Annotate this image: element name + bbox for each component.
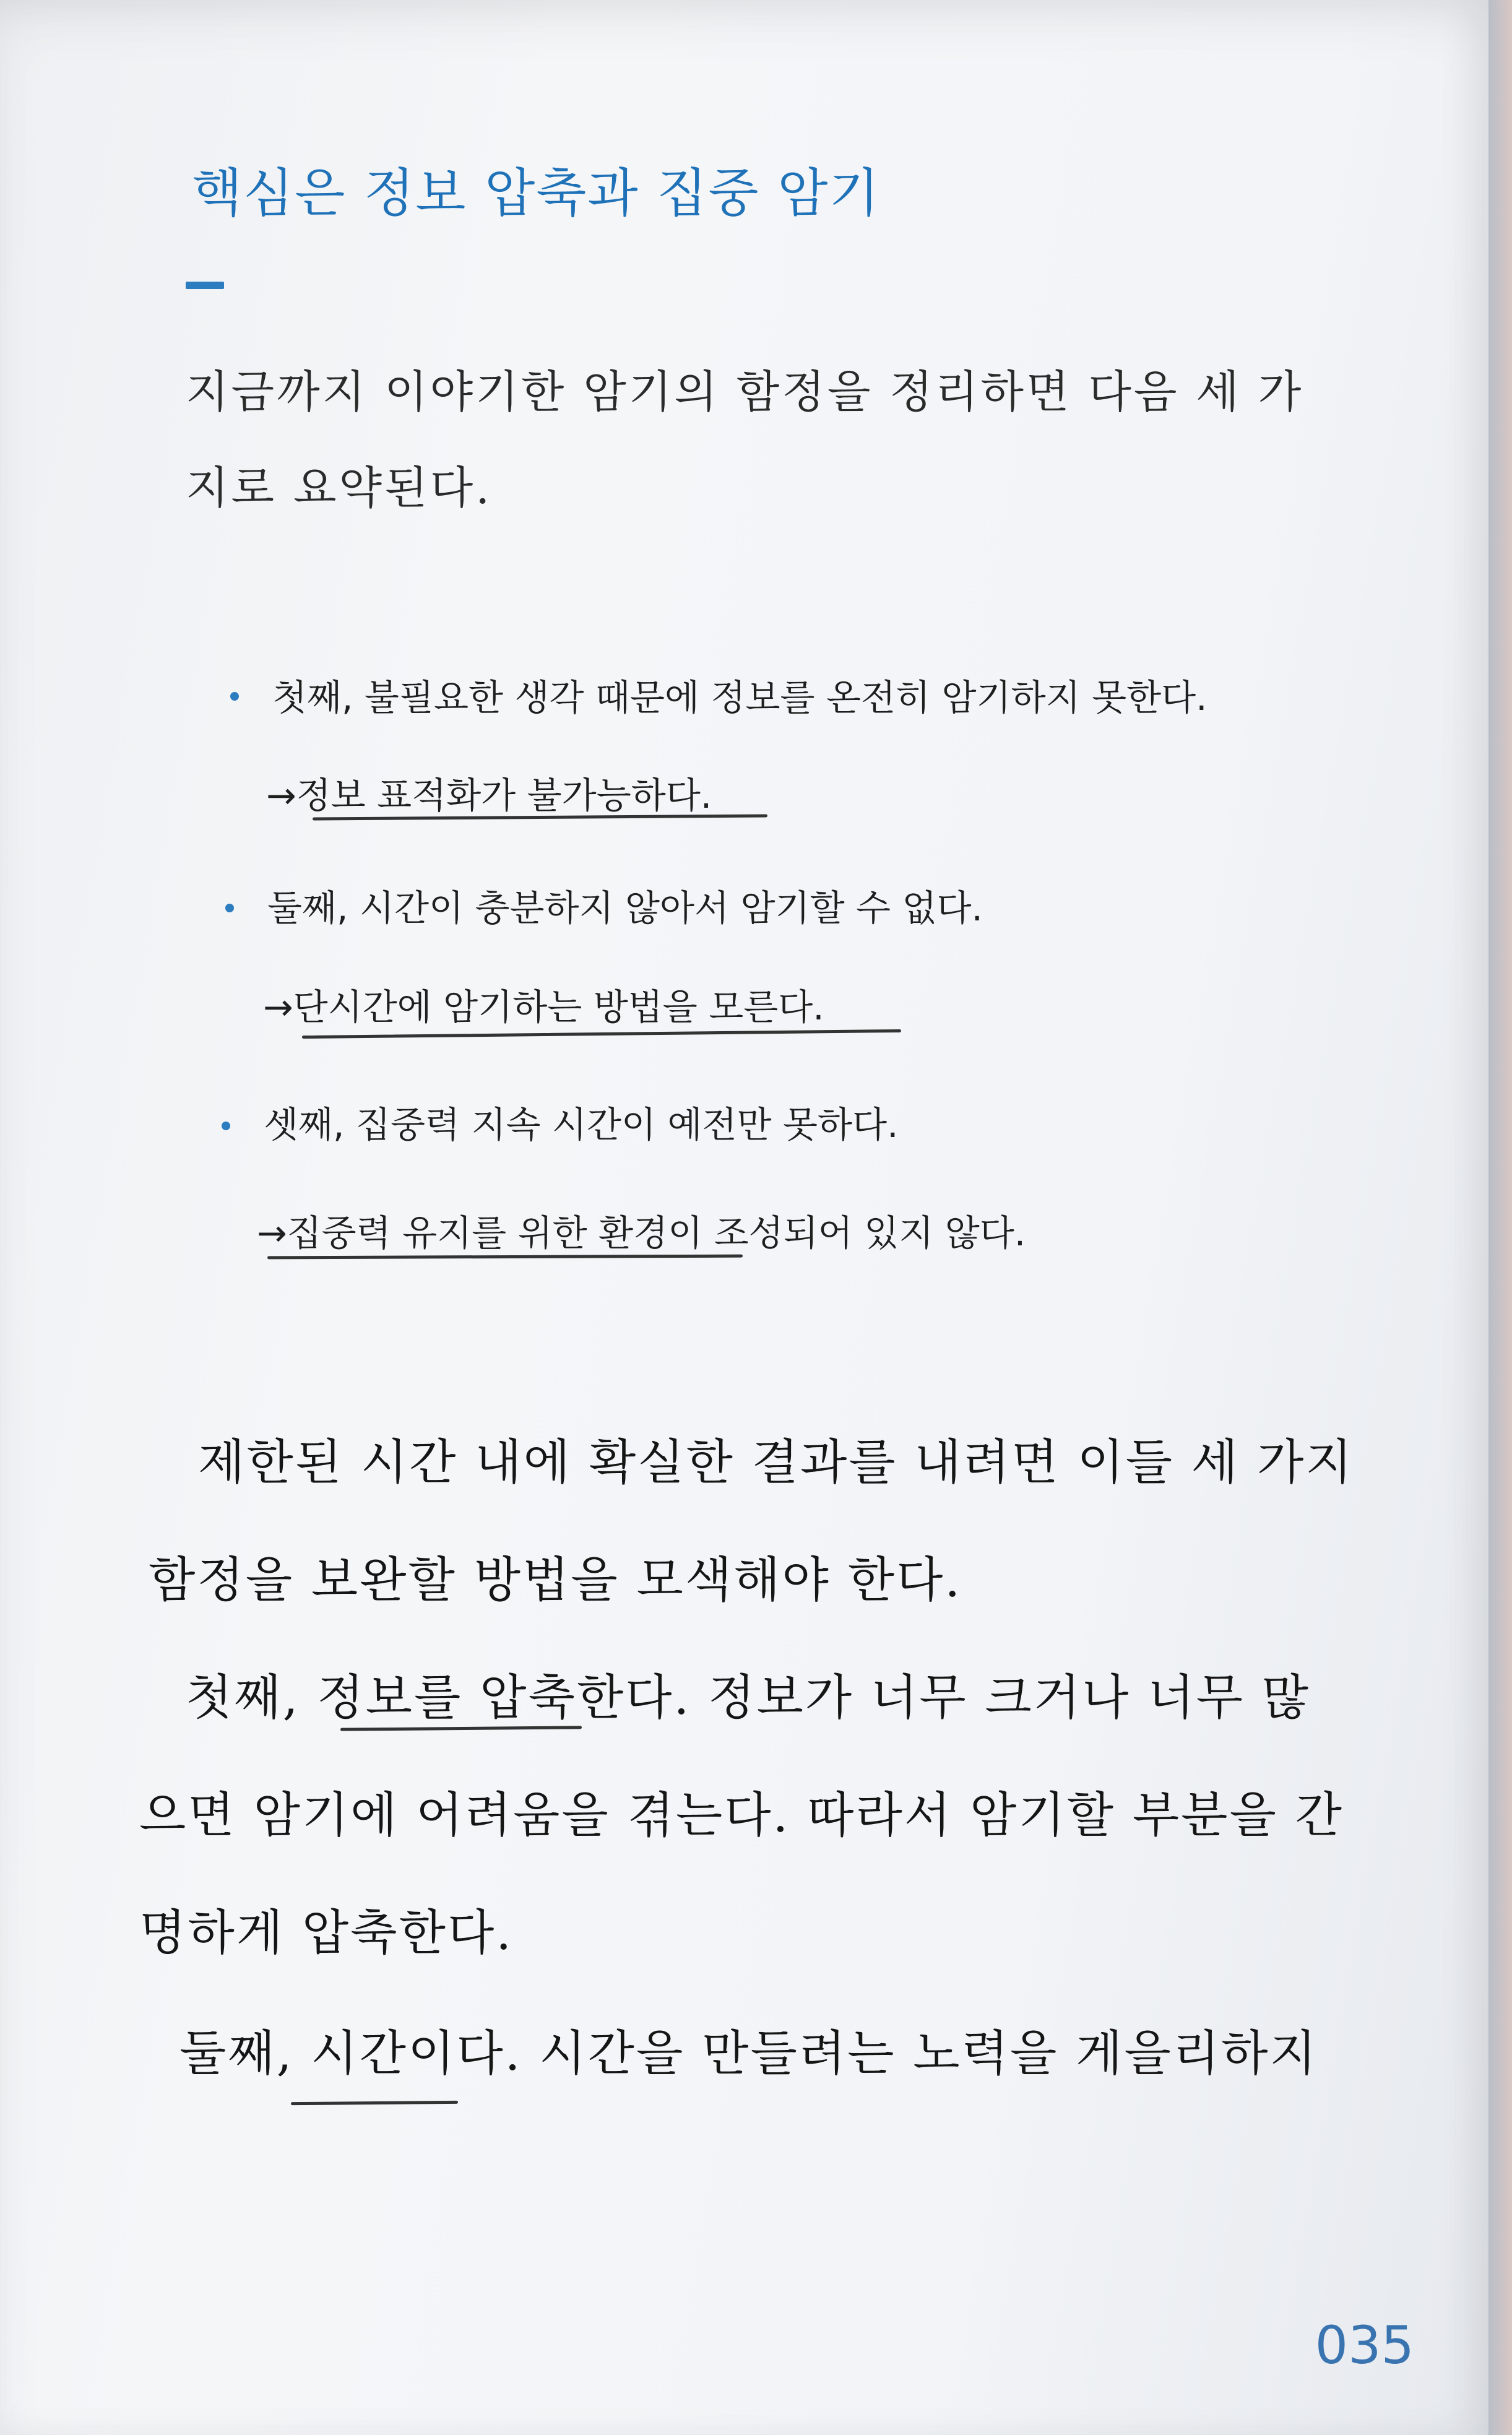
bullet-dot (225, 904, 234, 912)
title-accent-bar (186, 282, 224, 289)
body-line-5: 명하게 압축한다. (139, 1905, 514, 1961)
bullet-dot (222, 1122, 230, 1130)
bullet-item-3: 셋째, 집중력 지속 시간이 예전만 못하다. (264, 1104, 899, 1146)
intro-line-2: 지로 요약된다. (186, 462, 493, 514)
body-line-3: 첫째, 정보를 압축한다. 정보가 너무 크거나 너무 많 (186, 1670, 1311, 1726)
pen-underline (302, 1029, 901, 1039)
body-line-2: 함정을 보완할 방법을 모색해야 한다. (149, 1552, 962, 1608)
intro-line-1: 지금까지 이야기한 암기의 함정을 정리하면 다음 세 가 (186, 366, 1304, 418)
bullet-note-3: →집중력 유지를 위한 환경이 조성되어 있지 않다. (257, 1212, 1026, 1254)
bullet-item-1: 첫째, 불필요한 생각 때문에 정보를 온전히 암기하지 못한다. (272, 677, 1207, 719)
body-line-4: 으면 암기에 어려움을 겪는다. 따라서 암기할 부분을 간 (139, 1788, 1344, 1843)
body-line-6: 둘째, 시간이다. 시간을 만들려는 노력을 게을리하지 (179, 2026, 1318, 2082)
section-title: 핵심은 정보 압축과 집중 암기 (192, 163, 881, 223)
bullet-item-2: 둘째, 시간이 충분하지 않아서 암기할 수 없다. (267, 887, 983, 929)
body-line-1: 제한된 시간 내에 확실한 결과를 내려면 이들 세 가지 (198, 1435, 1354, 1490)
bullet-dot (230, 692, 239, 701)
page-edge (1488, 0, 1512, 2435)
bullet-note-1: →정보 표적화가 불가능하다. (266, 774, 712, 816)
pen-underline (291, 2101, 458, 2105)
page-number: 035 (1315, 2315, 1414, 2376)
bullet-note-2: →단시간에 암기하는 방법을 모른다. (263, 986, 824, 1028)
